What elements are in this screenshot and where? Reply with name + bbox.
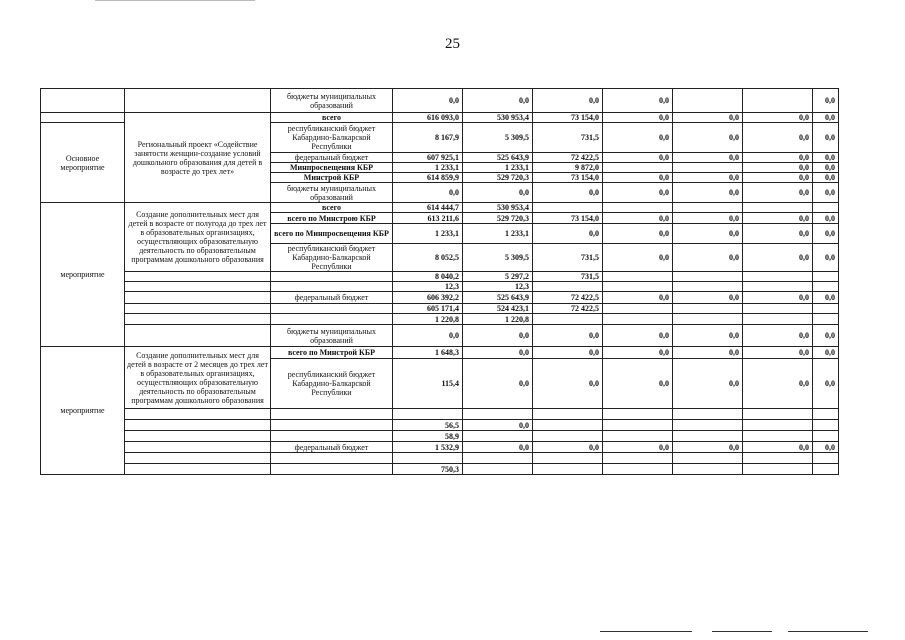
budget-table [40, 88, 839, 475]
amount-cell: 1 233,1 [393, 163, 463, 173]
amount-cell: 12,3 [463, 282, 533, 292]
amount-cell [393, 453, 463, 464]
amount-cell [743, 282, 813, 292]
amount-cell [673, 272, 743, 282]
amount-cell: 0,0 [673, 183, 743, 203]
amount-cell: 0,0 [813, 442, 839, 453]
amount-cell [673, 464, 743, 475]
name-cell [125, 272, 271, 282]
amount-cell [533, 464, 603, 475]
amount-cell: 0,0 [813, 89, 839, 113]
amount-cell: 0,0 [603, 442, 673, 453]
amount-cell: 0,0 [533, 183, 603, 203]
amount-cell: 731,5 [533, 272, 603, 282]
amount-cell: 529 720,3 [463, 173, 533, 183]
amount-cell: 0,0 [603, 244, 673, 272]
amount-cell: 0,0 [393, 183, 463, 203]
amount-cell: 0,0 [673, 113, 743, 123]
amount-cell: 0,0 [673, 244, 743, 272]
table-row [41, 409, 839, 420]
amount-cell: 0,0 [603, 153, 673, 163]
amount-cell [603, 464, 673, 475]
source-cell [271, 304, 393, 314]
amount-cell: 8 052,5 [393, 244, 463, 272]
amount-cell [603, 272, 673, 282]
status-cell: мероприятие [41, 347, 125, 475]
source-cell [271, 409, 393, 420]
amount-cell [603, 420, 673, 431]
source-cell: всего по Минстрою КБР [271, 213, 393, 224]
source-cell: Минстрой КБР [271, 173, 393, 183]
amount-cell: 0,0 [813, 292, 839, 304]
amount-cell: 0,0 [603, 292, 673, 304]
amount-cell [603, 431, 673, 442]
name-cell [125, 304, 271, 314]
amount-cell [603, 314, 673, 325]
amount-cell: 0,0 [673, 442, 743, 453]
source-cell: всего [271, 113, 393, 123]
amount-cell: 72 422,5 [533, 153, 603, 163]
source-cell: всего по Минпросвещения КБР [271, 224, 393, 244]
amount-cell: 0,0 [673, 325, 743, 347]
source-cell: республиканский бюджет Кабардино-Балкарской Республики [271, 359, 393, 409]
status-cell [41, 113, 125, 123]
page-number: 25 [445, 36, 460, 52]
amount-cell: 0,0 [743, 163, 813, 173]
status-cell [41, 89, 125, 113]
amount-cell: 73 154,0 [533, 173, 603, 183]
amount-cell [743, 409, 813, 420]
amount-cell [393, 409, 463, 420]
amount-cell: 73 154,0 [533, 213, 603, 224]
footer-line-1 [600, 631, 692, 632]
source-cell: республиканский бюджет Кабардино-Балкарской Республики [271, 123, 393, 153]
source-cell [271, 282, 393, 292]
amount-cell: 72 422,5 [533, 304, 603, 314]
name-cell [125, 282, 271, 292]
status-cell: Основное мероприятие [41, 123, 125, 203]
amount-cell [603, 453, 673, 464]
amount-cell: 0,0 [743, 325, 813, 347]
amount-cell: 0,0 [463, 442, 533, 453]
amount-cell: 614 444,7 [393, 203, 463, 213]
name-cell: Создание дополнительных мест для детей в возрасте от полугода до трех лет в образовательных организациях, осуществляющих образовательную деятельность по образовательным программам дошкольного образования [125, 203, 271, 272]
amount-cell: 73 154,0 [533, 113, 603, 123]
amount-cell [533, 409, 603, 420]
amount-cell [603, 304, 673, 314]
amount-cell: 0,0 [813, 163, 839, 173]
amount-cell: 750,3 [393, 464, 463, 475]
amount-cell: 0,0 [743, 224, 813, 244]
amount-cell: 0,0 [673, 153, 743, 163]
source-cell: бюджеты муниципальных образований [271, 89, 393, 113]
amount-cell: 8 167,9 [393, 123, 463, 153]
source-cell: бюджеты муниципальных образований [271, 325, 393, 347]
amount-cell: 0,0 [813, 244, 839, 272]
source-cell [271, 431, 393, 442]
amount-cell [463, 453, 533, 464]
amount-cell [673, 203, 743, 213]
amount-cell: 115,4 [393, 359, 463, 409]
amount-cell [463, 431, 533, 442]
amount-cell: 0,0 [813, 325, 839, 347]
amount-cell: 525 643,9 [463, 292, 533, 304]
name-cell: Региональный проект «Содействие занятости женщин-создание условий дошкольного образования для детей в возрасте до трех лет» [125, 113, 271, 203]
amount-cell: 1 220,8 [393, 314, 463, 325]
amount-cell [533, 314, 603, 325]
amount-cell: 0,0 [673, 292, 743, 304]
amount-cell [533, 431, 603, 442]
amount-cell: 605 171,4 [393, 304, 463, 314]
source-cell: всего по Минстрой КБР [271, 347, 393, 359]
amount-cell: 0,0 [533, 347, 603, 359]
amount-cell [603, 282, 673, 292]
amount-cell: 0,0 [463, 420, 533, 431]
amount-cell [673, 163, 743, 173]
amount-cell [533, 453, 603, 464]
table-row [41, 325, 839, 347]
amount-cell: 5 309,5 [463, 123, 533, 153]
amount-cell: 12,3 [393, 282, 463, 292]
amount-cell [603, 203, 673, 213]
amount-cell: 0,0 [743, 113, 813, 123]
amount-cell: 0,0 [533, 89, 603, 113]
amount-cell: 0,0 [813, 123, 839, 153]
table-row [41, 282, 839, 292]
source-cell: Минпросвещения КБР [271, 163, 393, 173]
amount-cell: 0,0 [673, 173, 743, 183]
amount-cell: 5 309,5 [463, 244, 533, 272]
amount-cell: 9 872,0 [533, 163, 603, 173]
amount-cell: 58,9 [393, 431, 463, 442]
amount-cell [813, 314, 839, 325]
name-cell [125, 292, 271, 304]
amount-cell: 0,0 [743, 359, 813, 409]
amount-cell: 1 220,8 [463, 314, 533, 325]
amount-cell: 0,0 [673, 224, 743, 244]
amount-cell: 0,0 [393, 325, 463, 347]
amount-cell [743, 420, 813, 431]
amount-cell: 1 532,9 [393, 442, 463, 453]
amount-cell: 1 233,1 [393, 224, 463, 244]
source-cell [271, 314, 393, 325]
amount-cell [813, 453, 839, 464]
amount-cell: 0,0 [603, 123, 673, 153]
source-cell: всего [271, 203, 393, 213]
amount-cell: 530 953,4 [463, 203, 533, 213]
amount-cell: 0,0 [813, 224, 839, 244]
amount-cell [813, 431, 839, 442]
amount-cell: 731,5 [533, 244, 603, 272]
amount-cell [813, 272, 839, 282]
amount-cell: 72 422,5 [533, 292, 603, 304]
source-cell [271, 272, 393, 282]
amount-cell: 0,0 [673, 359, 743, 409]
amount-cell: 1 233,1 [463, 224, 533, 244]
amount-cell: 0,0 [743, 292, 813, 304]
table-row [41, 347, 839, 359]
amount-cell: 0,0 [813, 347, 839, 359]
amount-cell: 0,0 [463, 89, 533, 113]
amount-cell: 0,0 [673, 123, 743, 153]
source-cell: федеральный бюджет [271, 442, 393, 453]
amount-cell: 0,0 [393, 89, 463, 113]
amount-cell [813, 409, 839, 420]
amount-cell [673, 453, 743, 464]
amount-cell: 0,0 [743, 244, 813, 272]
amount-cell: 525 643,9 [463, 153, 533, 163]
amount-cell: 613 211,6 [393, 213, 463, 224]
amount-cell [673, 409, 743, 420]
table-row [41, 304, 839, 314]
amount-cell [673, 304, 743, 314]
amount-cell: 0,0 [673, 347, 743, 359]
name-cell [125, 442, 271, 453]
amount-cell: 0,0 [603, 183, 673, 203]
amount-cell [533, 420, 603, 431]
source-cell [271, 464, 393, 475]
amount-cell: 0,0 [463, 325, 533, 347]
amount-cell: 0,0 [603, 213, 673, 224]
amount-cell: 0,0 [743, 183, 813, 203]
amount-cell: 56,5 [393, 420, 463, 431]
amount-cell: 614 859,9 [393, 173, 463, 183]
amount-cell: 529 720,3 [463, 213, 533, 224]
amount-cell: 731,5 [533, 123, 603, 153]
amount-cell [813, 203, 839, 213]
amount-cell: 0,0 [743, 123, 813, 153]
footer-line-2 [712, 631, 772, 632]
amount-cell: 0,0 [533, 359, 603, 409]
amount-cell: 0,0 [813, 359, 839, 409]
amount-cell [813, 464, 839, 475]
amount-cell [463, 409, 533, 420]
amount-cell: 0,0 [603, 89, 673, 113]
amount-cell [743, 89, 813, 113]
table-row [41, 272, 839, 282]
amount-cell [603, 163, 673, 173]
amount-cell: 524 423,1 [463, 304, 533, 314]
name-cell [125, 464, 271, 475]
amount-cell [743, 464, 813, 475]
amount-cell [743, 431, 813, 442]
amount-cell: 0,0 [603, 325, 673, 347]
amount-cell: 0,0 [463, 359, 533, 409]
name-cell [125, 314, 271, 325]
status-cell: мероприятие [41, 203, 125, 347]
amount-cell [743, 203, 813, 213]
amount-cell: 0,0 [603, 173, 673, 183]
amount-cell: 5 297,2 [463, 272, 533, 282]
amount-cell: 530 953,4 [463, 113, 533, 123]
amount-cell: 0,0 [813, 213, 839, 224]
name-cell: Создание дополнительных мест для детей в возрасте от 2 месяцев до трех лет в образовательных организациях, осуществляющих образовательную деятельность по образовательным программам дошкольного образования [125, 347, 271, 409]
amount-cell [603, 409, 673, 420]
source-cell [271, 420, 393, 431]
amount-cell: 0,0 [813, 183, 839, 203]
source-cell: федеральный бюджет [271, 292, 393, 304]
name-cell [125, 325, 271, 347]
amount-cell [813, 304, 839, 314]
table-row [41, 464, 839, 475]
amount-cell [743, 304, 813, 314]
table-row [41, 314, 839, 325]
amount-cell [463, 464, 533, 475]
top-scan-line [95, 0, 255, 1]
table-row [41, 442, 839, 453]
footer-line-3 [788, 631, 868, 632]
amount-cell: 0,0 [743, 213, 813, 224]
amount-cell: 0,0 [463, 347, 533, 359]
amount-cell: 0,0 [743, 347, 813, 359]
amount-cell: 0,0 [813, 173, 839, 183]
table-row [41, 113, 839, 123]
amount-cell: 1 648,3 [393, 347, 463, 359]
amount-cell: 0,0 [813, 113, 839, 123]
amount-cell [673, 420, 743, 431]
amount-cell: 0,0 [743, 442, 813, 453]
name-cell [125, 409, 271, 420]
source-cell: федеральный бюджет [271, 153, 393, 163]
amount-cell [813, 282, 839, 292]
amount-cell: 616 093,0 [393, 113, 463, 123]
name-cell [125, 420, 271, 431]
source-cell: республиканский бюджет Кабардино-Балкарской Республики [271, 244, 393, 272]
amount-cell [743, 314, 813, 325]
amount-cell: 0,0 [603, 224, 673, 244]
amount-cell [743, 453, 813, 464]
name-cell [125, 89, 271, 113]
amount-cell [533, 282, 603, 292]
amount-cell: 0,0 [743, 173, 813, 183]
amount-cell: 0,0 [533, 325, 603, 347]
amount-cell [673, 314, 743, 325]
amount-cell [673, 282, 743, 292]
amount-cell: 0,0 [603, 347, 673, 359]
source-cell: бюджеты муниципальных образований [271, 183, 393, 203]
amount-cell: 0,0 [673, 213, 743, 224]
name-cell [125, 453, 271, 464]
amount-cell [533, 203, 603, 213]
amount-cell: 0,0 [603, 359, 673, 409]
amount-cell: 1 233,1 [463, 163, 533, 173]
amount-cell: 0,0 [813, 153, 839, 163]
table-row [41, 203, 839, 213]
table-row [41, 431, 839, 442]
table-row [41, 292, 839, 304]
amount-cell: 0,0 [743, 153, 813, 163]
amount-cell [673, 431, 743, 442]
table-row [41, 420, 839, 431]
amount-cell [813, 420, 839, 431]
name-cell [125, 431, 271, 442]
amount-cell: 0,0 [463, 183, 533, 203]
amount-cell [673, 89, 743, 113]
amount-cell: 0,0 [533, 224, 603, 244]
amount-cell: 0,0 [533, 442, 603, 453]
amount-cell: 0,0 [603, 113, 673, 123]
source-cell [271, 453, 393, 464]
amount-cell: 8 040,2 [393, 272, 463, 282]
table-row [41, 89, 839, 113]
amount-cell: 607 925,1 [393, 153, 463, 163]
amount-cell [743, 272, 813, 282]
amount-cell: 606 392,2 [393, 292, 463, 304]
table-row [41, 453, 839, 464]
